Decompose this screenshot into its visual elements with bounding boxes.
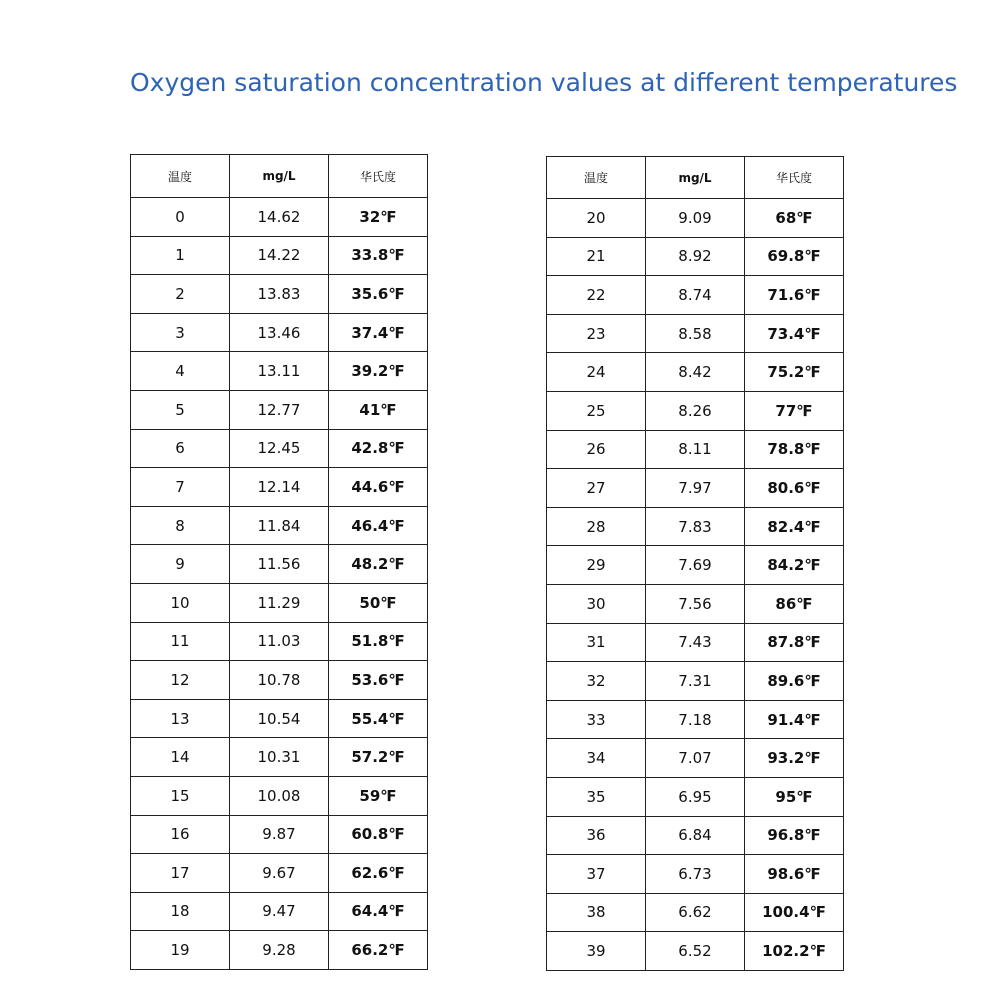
cell-temp-f: 44.6℉ xyxy=(329,468,428,507)
cell-mgl: 7.18 xyxy=(646,700,745,739)
cell-temp-c: 4 xyxy=(131,352,230,391)
header-temp-f: 华氏度 xyxy=(329,155,428,198)
cell-mgl: 8.92 xyxy=(646,237,745,276)
cell-temp-c: 13 xyxy=(131,699,230,738)
cell-mgl: 10.78 xyxy=(230,661,329,700)
cell-temp-f: 102.2℉ xyxy=(745,932,844,971)
cell-temp-c: 36 xyxy=(547,816,646,855)
cell-temp-f: 39.2℉ xyxy=(329,352,428,391)
cell-mgl: 7.31 xyxy=(646,662,745,701)
table-row xyxy=(547,199,844,238)
cell-mgl: 7.43 xyxy=(646,623,745,662)
cell-temp-f: 51.8℉ xyxy=(329,622,428,661)
cell-temp-f: 91.4℉ xyxy=(745,700,844,739)
cell-temp-f: 96.8℉ xyxy=(745,816,844,855)
cell-temp-f: 78.8℉ xyxy=(745,430,844,469)
table-row xyxy=(131,275,428,314)
cell-temp-c: 39 xyxy=(547,932,646,971)
header-temp-f: 华氏度 xyxy=(745,157,844,199)
cell-mgl: 6.95 xyxy=(646,777,745,816)
cell-temp-f: 60.8℉ xyxy=(329,815,428,854)
cell-temp-f: 55.4℉ xyxy=(329,699,428,738)
cell-temp-f: 73.4℉ xyxy=(745,314,844,353)
table-row xyxy=(547,623,844,662)
table-row xyxy=(547,700,844,739)
cell-temp-c: 9 xyxy=(131,545,230,584)
cell-temp-c: 25 xyxy=(547,391,646,430)
table-row xyxy=(547,855,844,894)
cell-temp-c: 22 xyxy=(547,276,646,315)
cell-temp-c: 14 xyxy=(131,738,230,777)
cell-temp-f: 32℉ xyxy=(329,198,428,237)
cell-temp-f: 87.8℉ xyxy=(745,623,844,662)
cell-mgl: 7.56 xyxy=(646,584,745,623)
table-row xyxy=(131,583,428,622)
table-row xyxy=(547,546,844,585)
table-row xyxy=(131,776,428,815)
cell-temp-f: 95℉ xyxy=(745,777,844,816)
cell-temp-f: 75.2℉ xyxy=(745,353,844,392)
cell-temp-c: 11 xyxy=(131,622,230,661)
header-mgl: mg/L xyxy=(646,157,745,199)
cell-temp-c: 31 xyxy=(547,623,646,662)
cell-temp-c: 12 xyxy=(131,661,230,700)
table-row xyxy=(131,738,428,777)
cell-mgl: 6.73 xyxy=(646,855,745,894)
table-row xyxy=(131,198,428,237)
table-row xyxy=(547,584,844,623)
cell-temp-f: 62.6℉ xyxy=(329,854,428,893)
cell-temp-f: 41℉ xyxy=(329,390,428,429)
cell-mgl: 11.03 xyxy=(230,622,329,661)
cell-mgl: 8.26 xyxy=(646,391,745,430)
cell-temp-c: 1 xyxy=(131,236,230,275)
table-row xyxy=(547,314,844,353)
table-row xyxy=(547,893,844,932)
cell-mgl: 7.97 xyxy=(646,469,745,508)
cell-temp-f: 42.8℉ xyxy=(329,429,428,468)
cell-temp-f: 35.6℉ xyxy=(329,275,428,314)
cell-mgl: 6.52 xyxy=(646,932,745,971)
table-row xyxy=(131,815,428,854)
cell-temp-c: 28 xyxy=(547,507,646,546)
cell-temp-f: 80.6℉ xyxy=(745,469,844,508)
table-row xyxy=(131,892,428,931)
cell-temp-c: 30 xyxy=(547,584,646,623)
table-row xyxy=(131,854,428,893)
table-row xyxy=(131,931,428,970)
cell-temp-f: 37.4℉ xyxy=(329,313,428,352)
cell-temp-f: 84.2℉ xyxy=(745,546,844,585)
cell-mgl: 10.31 xyxy=(230,738,329,777)
cell-mgl: 13.46 xyxy=(230,313,329,352)
cell-mgl: 13.11 xyxy=(230,352,329,391)
cell-temp-c: 26 xyxy=(547,430,646,469)
table-row xyxy=(131,661,428,700)
cell-temp-c: 2 xyxy=(131,275,230,314)
table-row xyxy=(131,429,428,468)
cell-mgl: 13.83 xyxy=(230,275,329,314)
table-header-row xyxy=(547,157,844,199)
cell-mgl: 8.11 xyxy=(646,430,745,469)
cell-mgl: 6.84 xyxy=(646,816,745,855)
cell-mgl: 8.58 xyxy=(646,314,745,353)
cell-temp-f: 98.6℉ xyxy=(745,855,844,894)
cell-temp-c: 7 xyxy=(131,468,230,507)
cell-temp-c: 6 xyxy=(131,429,230,468)
cell-temp-f: 93.2℉ xyxy=(745,739,844,778)
cell-temp-c: 21 xyxy=(547,237,646,276)
cell-temp-f: 64.4℉ xyxy=(329,892,428,931)
cell-temp-c: 29 xyxy=(547,546,646,585)
cell-temp-f: 69.8℉ xyxy=(745,237,844,276)
table-row xyxy=(547,932,844,971)
cell-mgl: 7.69 xyxy=(646,546,745,585)
table-row xyxy=(547,276,844,315)
table-row xyxy=(547,662,844,701)
cell-temp-c: 18 xyxy=(131,892,230,931)
cell-temp-c: 38 xyxy=(547,893,646,932)
table-row xyxy=(547,777,844,816)
table-row xyxy=(131,506,428,545)
cell-mgl: 9.47 xyxy=(230,892,329,931)
cell-mgl: 7.83 xyxy=(646,507,745,546)
header-temp-c: 温度 xyxy=(547,157,646,199)
cell-temp-f: 82.4℉ xyxy=(745,507,844,546)
cell-temp-c: 8 xyxy=(131,506,230,545)
cell-temp-f: 86℉ xyxy=(745,584,844,623)
table-row xyxy=(131,313,428,352)
cell-mgl: 6.62 xyxy=(646,893,745,932)
cell-temp-f: 57.2℉ xyxy=(329,738,428,777)
cell-mgl: 14.22 xyxy=(230,236,329,275)
cell-temp-f: 66.2℉ xyxy=(329,931,428,970)
cell-temp-f: 100.4℉ xyxy=(745,893,844,932)
cell-temp-c: 35 xyxy=(547,777,646,816)
cell-temp-f: 33.8℉ xyxy=(329,236,428,275)
cell-temp-c: 33 xyxy=(547,700,646,739)
cell-temp-f: 77℉ xyxy=(745,391,844,430)
cell-temp-f: 71.6℉ xyxy=(745,276,844,315)
cell-mgl: 11.84 xyxy=(230,506,329,545)
cell-temp-c: 0 xyxy=(131,198,230,237)
header-temp-c: 温度 xyxy=(131,155,230,198)
table-row xyxy=(547,391,844,430)
cell-temp-c: 5 xyxy=(131,390,230,429)
oxygen-table-left xyxy=(130,154,428,970)
cell-temp-c: 37 xyxy=(547,855,646,894)
cell-temp-c: 10 xyxy=(131,583,230,622)
cell-temp-f: 68℉ xyxy=(745,199,844,238)
table-header-row xyxy=(131,155,428,198)
cell-mgl: 14.62 xyxy=(230,198,329,237)
cell-mgl: 9.09 xyxy=(646,199,745,238)
cell-temp-c: 20 xyxy=(547,199,646,238)
table-row xyxy=(547,739,844,778)
cell-mgl: 10.08 xyxy=(230,776,329,815)
table-row xyxy=(547,430,844,469)
cell-mgl: 8.42 xyxy=(646,353,745,392)
cell-mgl: 8.74 xyxy=(646,276,745,315)
cell-temp-c: 34 xyxy=(547,739,646,778)
cell-mgl: 12.77 xyxy=(230,390,329,429)
table-row xyxy=(547,469,844,508)
cell-temp-c: 27 xyxy=(547,469,646,508)
cell-mgl: 9.67 xyxy=(230,854,329,893)
cell-temp-c: 24 xyxy=(547,353,646,392)
table-row xyxy=(547,237,844,276)
table-row xyxy=(547,353,844,392)
cell-mgl: 11.56 xyxy=(230,545,329,584)
cell-temp-c: 3 xyxy=(131,313,230,352)
cell-temp-f: 50℉ xyxy=(329,583,428,622)
oxygen-table-right xyxy=(546,156,844,971)
cell-mgl: 12.14 xyxy=(230,468,329,507)
cell-temp-c: 23 xyxy=(547,314,646,353)
cell-temp-f: 48.2℉ xyxy=(329,545,428,584)
cell-temp-c: 16 xyxy=(131,815,230,854)
cell-temp-f: 53.6℉ xyxy=(329,661,428,700)
table-row xyxy=(131,236,428,275)
cell-temp-f: 46.4℉ xyxy=(329,506,428,545)
table-row xyxy=(131,352,428,391)
table-row xyxy=(547,507,844,546)
table-row xyxy=(131,699,428,738)
cell-temp-c: 17 xyxy=(131,854,230,893)
table-row xyxy=(131,390,428,429)
cell-mgl: 7.07 xyxy=(646,739,745,778)
cell-mgl: 10.54 xyxy=(230,699,329,738)
page-title: Oxygen saturation concentration values at different temperatures xyxy=(130,68,958,97)
table-row xyxy=(131,468,428,507)
cell-temp-f: 89.6℉ xyxy=(745,662,844,701)
cell-temp-c: 19 xyxy=(131,931,230,970)
cell-temp-c: 15 xyxy=(131,776,230,815)
cell-mgl: 12.45 xyxy=(230,429,329,468)
table-row xyxy=(131,545,428,584)
cell-mgl: 11.29 xyxy=(230,583,329,622)
cell-temp-f: 59℉ xyxy=(329,776,428,815)
cell-temp-c: 32 xyxy=(547,662,646,701)
cell-mgl: 9.28 xyxy=(230,931,329,970)
table-row xyxy=(131,622,428,661)
table-row xyxy=(547,816,844,855)
header-mgl: mg/L xyxy=(230,155,329,198)
cell-mgl: 9.87 xyxy=(230,815,329,854)
